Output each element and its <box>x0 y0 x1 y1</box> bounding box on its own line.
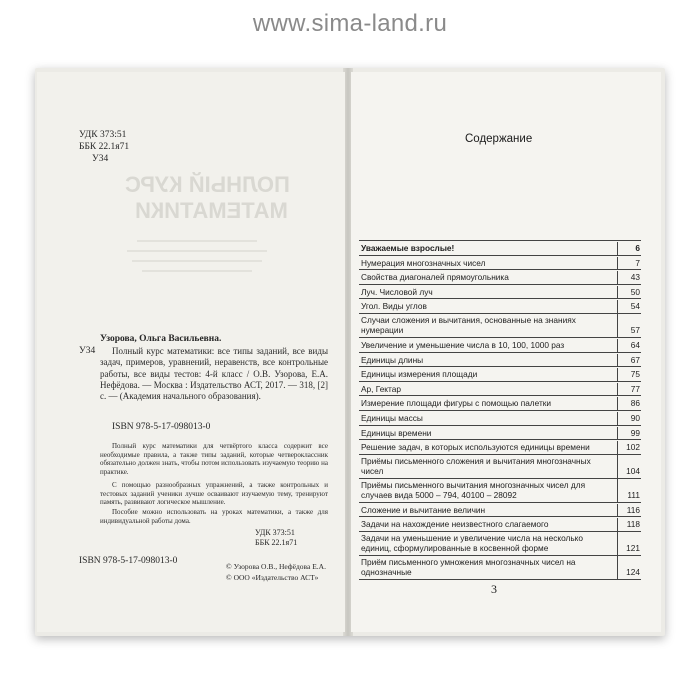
toc-entry-title: Уважаемые взрослые! <box>359 242 618 255</box>
toc-entry-title: Луч. Числовой луч <box>359 286 618 299</box>
left-page <box>37 72 345 632</box>
isbn-card: ISBN 978-5-17-098013-0 <box>112 422 211 432</box>
toc-entry-page: 50 <box>630 286 640 297</box>
toc-entry-title: Измерение площади фигуры с помощью палетки <box>359 397 618 410</box>
toc-entry-title: Нумерация многозначных чисел <box>359 257 618 270</box>
open-book <box>35 68 665 636</box>
toc-entry-page: 99 <box>630 427 640 438</box>
card-code: У34 <box>79 346 96 356</box>
toc-row <box>359 338 641 353</box>
toc-entry-page: 57 <box>630 325 640 336</box>
show-through-line <box>132 260 262 262</box>
isbn-bottom: ISBN 978-5-17-098013-0 <box>79 556 178 566</box>
toc-entry-page: 111 <box>627 490 640 501</box>
author-name: Узорова, Ольга Васильевна. <box>100 334 222 344</box>
copyright-authors: © Узорова О.В., Нефёдова Е.А. <box>226 562 326 571</box>
toc-row <box>359 367 641 382</box>
toc-row <box>359 285 641 300</box>
toc-entry-page: 102 <box>626 442 640 453</box>
page-number: 3 <box>491 582 497 596</box>
toc-entry-title: Единицы времени <box>359 427 618 440</box>
toc-entry-page: 124 <box>626 567 640 578</box>
bbk-code-bottom: ББК 22.1я71 <box>255 538 298 547</box>
toc-entry-title: Единицы длины <box>359 354 618 367</box>
show-through-subtitle: МАТЕМАТИКИ <box>135 198 288 223</box>
toc-row <box>359 517 641 532</box>
toc-row <box>359 556 641 580</box>
toc-entry-title: Задачи на нахождение неизвестного слагаемого <box>359 518 618 531</box>
toc-row <box>359 396 641 411</box>
toc-row <box>359 241 641 256</box>
author-sign-top: У34 <box>92 154 109 164</box>
toc-entry-title: Приёмы письменного вычитания многозначных чисел для случаев вида 5000 – 794, 40100 – 28092 <box>359 479 618 502</box>
toc-row <box>359 440 641 455</box>
right-page <box>351 72 661 632</box>
annotation-paragraph-1: Полный курс математики для четвёртого класса содержит все необходимые правила, а также типы заданий, которые четвероклассник обязательно должен знать, чтобы потом использовать изучаемую теорию на практике. <box>100 442 328 476</box>
toc-entry-title: Увеличение и уменьшение числа в 10, 100, 1000 раз <box>359 339 618 352</box>
toc-entry-title: Ар, Гектар <box>359 383 618 396</box>
toc-entry-page: 118 <box>626 519 640 530</box>
toc-entry-title: Свойства диагоналей прямоугольника <box>359 271 618 284</box>
show-through-line <box>127 250 267 252</box>
toc-row <box>359 532 641 556</box>
toc-entry-title: Единицы измерения площади <box>359 368 618 381</box>
toc-row <box>359 426 641 441</box>
show-through-line <box>137 240 257 242</box>
toc-row <box>359 411 641 426</box>
toc-entry-page: 67 <box>630 354 640 365</box>
toc-row <box>359 382 641 397</box>
toc-entry-page: 64 <box>630 340 640 351</box>
toc-row <box>359 455 641 479</box>
toc-entry-title: Случаи сложения и вычитания, основанные на знаниях нумерации <box>359 314 618 337</box>
show-through-line <box>142 270 252 272</box>
toc-row <box>359 314 641 338</box>
toc-entry-page: 7 <box>635 257 640 268</box>
udk-code-bottom: УДК 373:51 <box>255 528 295 537</box>
toc-row <box>359 353 641 368</box>
toc-entry-title: Решение задач, в которых используются единицы времени <box>359 441 618 454</box>
watermark: www.sima-land.ru <box>252 10 448 37</box>
toc-entry-page: 121 <box>626 543 640 554</box>
toc-entry-page: 116 <box>626 504 640 515</box>
toc-row <box>359 503 641 518</box>
annotation-paragraph-3: Пособие можно использовать на уроках математики, а также для индивидуальной работы дома. <box>100 508 328 525</box>
annotation-paragraph-2: С помощью разнообразных упражнений, а также контрольных и тестовых заданий ученики лучше осваивают изучаемую тему, тренируют память, развивают логическое мышление. <box>100 481 328 507</box>
bibliographic-description: Полный курс математики: все типы заданий, все виды задач, примеров, уравнений, неравенств, все контрольные работы, все виды тестов: 4-й класс / О.В. Узорова, Е.А. Нефёдова. — Москва : Издательство АСТ, 2017. — 318, [2] с. — (Академия начального образования). <box>100 346 328 402</box>
toc-entry-page: 77 <box>630 383 640 394</box>
toc-entry-title: Сложение и вычитание величин <box>359 504 618 517</box>
bbk-code-top: ББК 22.1я71 <box>79 142 130 152</box>
toc-row <box>359 479 641 503</box>
toc-entry-title: Задачи на уменьшение и увеличение числа на несколько единиц, сформулированные в косвенной форме <box>359 532 618 555</box>
toc-entry-page: 90 <box>630 413 640 424</box>
toc-entry-page: 54 <box>630 301 640 312</box>
show-through-title: ПОЛНЫЙ КУРС <box>125 172 290 197</box>
toc-entry-page: 43 <box>630 272 640 283</box>
toc-entry-title: Единицы массы <box>359 412 618 425</box>
toc-entry-page: 104 <box>626 466 640 477</box>
udk-code-top: УДК 373:51 <box>79 130 127 140</box>
copyright-publisher: © ООО «Издательство АСТ» <box>226 573 319 582</box>
toc-entry-title: Приём письменного умножения многозначных чисел на однозначные <box>359 556 618 579</box>
toc-entry-page: 86 <box>630 398 640 409</box>
toc-row <box>359 270 641 285</box>
toc-entry-page: 75 <box>630 369 640 380</box>
toc-entry-title: Угол. Виды углов <box>359 300 618 313</box>
toc-entry-title: Приёмы письменного сложения и вычитания многозначных чисел <box>359 455 618 478</box>
table-of-contents <box>359 240 641 580</box>
toc-row <box>359 256 641 271</box>
table-of-contents-title: Содержание <box>465 133 533 145</box>
toc-row <box>359 299 641 314</box>
toc-entry-page: 6 <box>635 243 640 254</box>
